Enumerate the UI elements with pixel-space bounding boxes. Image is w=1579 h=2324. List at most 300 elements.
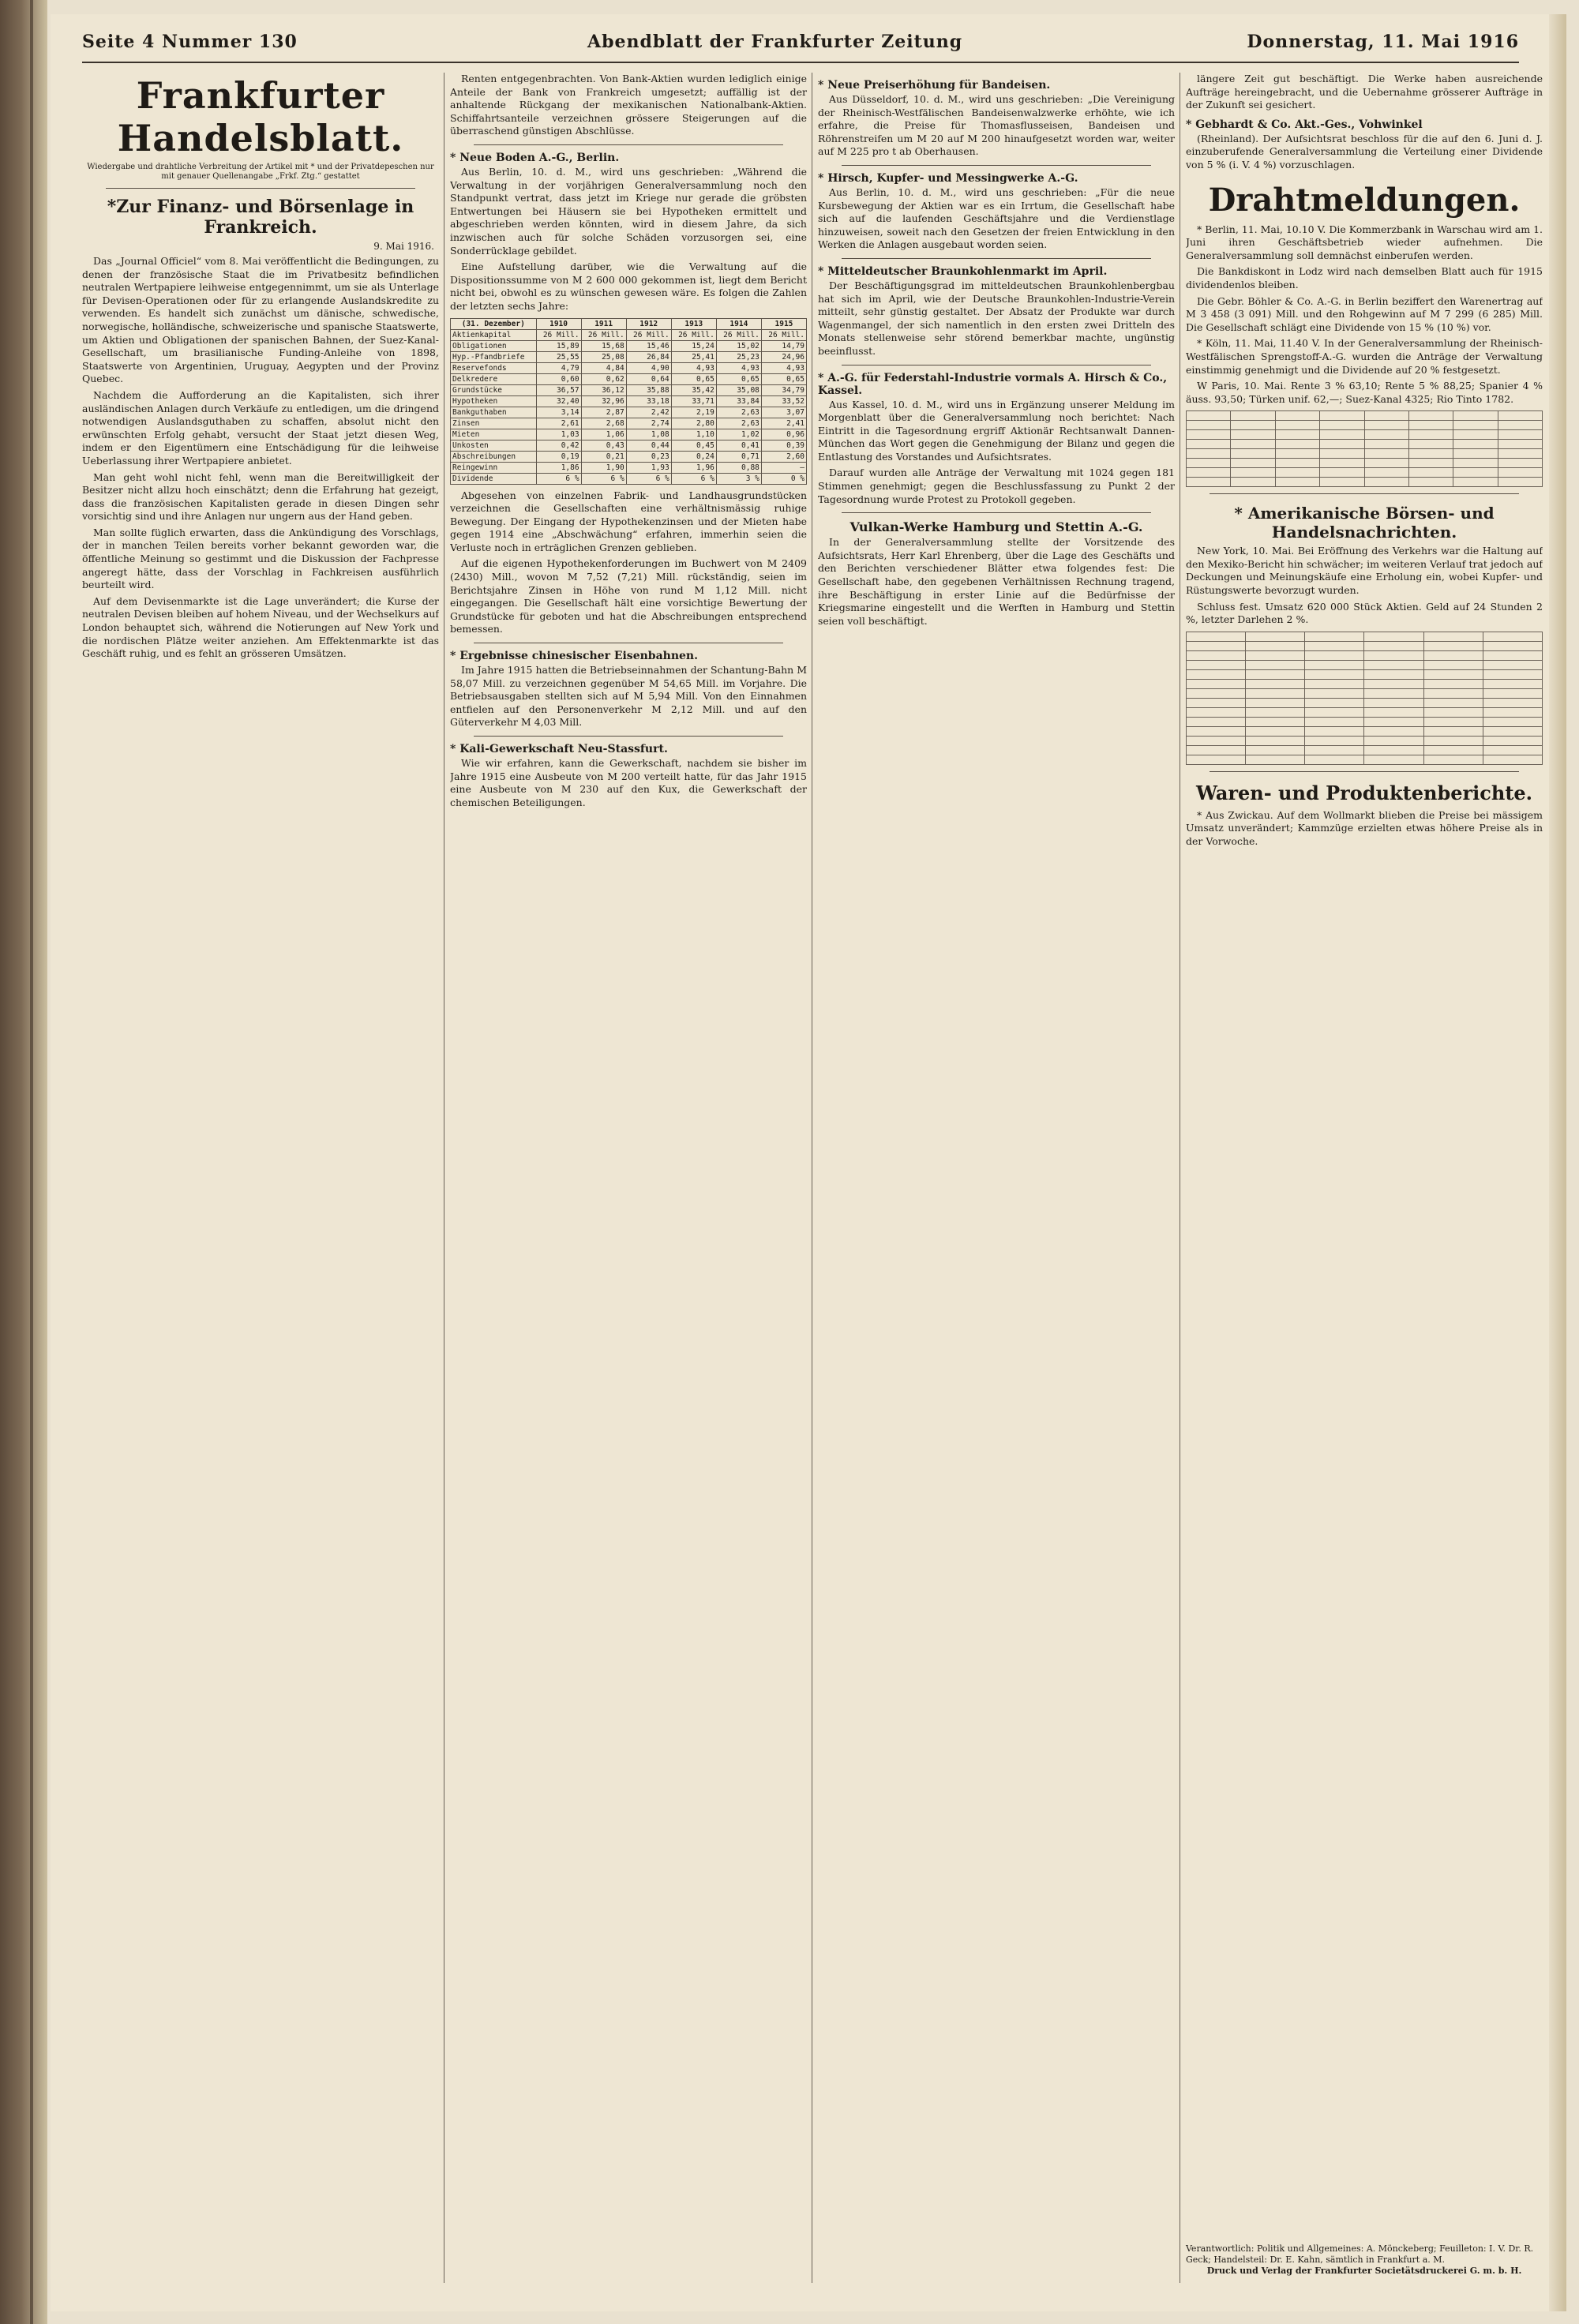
table-row bbox=[1187, 459, 1543, 468]
table-cell bbox=[1305, 717, 1364, 726]
table-cell bbox=[1408, 459, 1453, 468]
paragraph: Auf dem Devisenmarkte ist die Lage unverändert; die Kurse der neutralen Devisen bleiben auf hohem Niveau, und der Wechselkurs auf London behauptet sich, während die Notierungen auf New York und die nordischen Plätze weiter anziehen. Am Effektenmarkte ist das Geschäft ruhig, und es fehlt an grösseren Umsätzen. bbox=[82, 594, 439, 660]
imprint-line: Verantwortlich: Politik und Allgemeines: A. Mönckeberg; Feuilleton: I. V. Dr. R. Geck; Handelsteil: Dr. E. Kahn, sämtlich in Frankfurt a. M. bbox=[1186, 2243, 1534, 2265]
table-cell bbox=[1305, 726, 1364, 736]
imprint-line: Druck und Verlag der Frankfurter Societätsdruckerei G. m. b. H. bbox=[1206, 2266, 1522, 2276]
table-row-label: Abschreibungen bbox=[451, 451, 537, 462]
table-cell: 0,19 bbox=[536, 451, 581, 462]
table-row bbox=[1187, 669, 1543, 679]
table-row-label: Aktienkapital bbox=[451, 329, 537, 340]
table-cell bbox=[1320, 411, 1364, 421]
table-row bbox=[451, 462, 807, 473]
table-cell bbox=[1498, 478, 1542, 487]
section-subtitle: * Amerikanische Börsen- und Handelsnachrichten. bbox=[1234, 504, 1495, 542]
table-cell bbox=[1305, 745, 1364, 755]
column-3 bbox=[818, 73, 1175, 2283]
article-body bbox=[450, 73, 807, 138]
table-cell bbox=[1305, 641, 1364, 650]
table-row bbox=[1187, 698, 1543, 707]
table-cell: 0,24 bbox=[671, 451, 716, 462]
table-cell bbox=[1364, 745, 1423, 755]
table-cell bbox=[1423, 717, 1483, 726]
table-cell: 0,62 bbox=[581, 373, 626, 384]
paragraph: Schluss fest. Umsatz 620 000 Stück Aktien. Geld auf 24 Stunden 2 %, letzter Darlehen 2 %. bbox=[1186, 600, 1543, 626]
table-row-label: Delkredere bbox=[451, 373, 537, 384]
table-cell bbox=[1498, 440, 1542, 449]
table-cell: 2,63 bbox=[716, 407, 761, 418]
table-cell: 3,14 bbox=[536, 407, 581, 418]
table-cell bbox=[1453, 421, 1498, 430]
table-cell: 32,96 bbox=[581, 395, 626, 407]
table-cell bbox=[1423, 650, 1483, 660]
table-row-label: Reingewinn bbox=[451, 462, 537, 473]
table-row bbox=[1187, 660, 1543, 669]
table-row bbox=[1187, 688, 1543, 698]
table-cell bbox=[1187, 641, 1246, 650]
table-row bbox=[451, 362, 807, 373]
table-cell bbox=[1246, 755, 1305, 764]
table-row bbox=[451, 451, 807, 462]
table-row bbox=[451, 473, 807, 484]
table-cell bbox=[1364, 736, 1423, 745]
table-cell: 2,41 bbox=[761, 418, 806, 429]
table-cell bbox=[1275, 430, 1319, 440]
table-cell: 2,68 bbox=[581, 418, 626, 429]
table-cell: 0,88 bbox=[716, 462, 761, 473]
column-4 bbox=[1186, 73, 1543, 2283]
article-body bbox=[818, 399, 1175, 507]
table-cell bbox=[1364, 411, 1408, 421]
table-cell bbox=[1187, 736, 1246, 745]
table-row bbox=[1187, 449, 1543, 459]
paragraph: Aus Düsseldorf, 10. d. M., wird uns geschrieben: „Die Vereinigung der Rheinisch-Westfälischen Bandeisenwalzwerke erhöhte, wie ich erfahre, die Preise für Thomasflusseisen, Bandeisen und Röhrenstreifen um M 20 auf M 200 hinaufgesetzt worden war, weiter auf M 225 pro t ab Oberhausen. bbox=[818, 93, 1175, 158]
table-cell bbox=[1275, 449, 1319, 459]
table-cell: 6 % bbox=[536, 473, 581, 484]
table-cell: 15,89 bbox=[536, 340, 581, 351]
paragraph: längere Zeit gut beschäftigt. Die Werke haben ausreichende Aufträge hereingebracht, und die Uebernahme grösserer Aufträge in der Zukunft sei gesichert. bbox=[1186, 73, 1543, 111]
table-cell: 0,65 bbox=[761, 373, 806, 384]
table-cell bbox=[1423, 755, 1483, 764]
table-cell bbox=[1498, 421, 1542, 430]
article-body bbox=[818, 186, 1175, 252]
table-cell: 35,42 bbox=[671, 384, 716, 395]
table-cell bbox=[1408, 449, 1453, 459]
table-cell: 36,57 bbox=[536, 384, 581, 395]
table-cell bbox=[1187, 459, 1231, 468]
table-cell: 4,90 bbox=[626, 362, 671, 373]
table-row bbox=[451, 351, 807, 362]
article-heading: * Kali-Gewerkschaft Neu-Stassfurt. bbox=[450, 743, 668, 755]
table-cell bbox=[1320, 440, 1364, 449]
table-cell: 26 Mill. bbox=[626, 329, 671, 340]
article-body bbox=[450, 664, 807, 729]
table-cell bbox=[1483, 688, 1542, 698]
table-cell bbox=[1231, 421, 1275, 430]
table-cell bbox=[1246, 669, 1305, 679]
table-row bbox=[1187, 755, 1543, 764]
table-cell bbox=[1423, 688, 1483, 698]
table-cell: 0,23 bbox=[626, 451, 671, 462]
article-body bbox=[450, 166, 807, 313]
paragraph: Man sollte füglich erwarten, dass die Ankündigung des Vorschlags, der in manchen Teilen bereits vorher bekannt geworden war, die öffentliche Meinung so gestimmt und die Diskussion der Fachpresse angeregt hätte, dass der Vorschlag in Fachkreisen ausführlich beurteilt wird. bbox=[82, 526, 439, 591]
table-cell bbox=[1483, 755, 1542, 764]
table-cell bbox=[1187, 688, 1246, 698]
table-cell bbox=[1483, 660, 1542, 669]
paragraph: New York, 10. Mai. Bei Eröffnung des Verkehrs war die Haltung auf den Mexiko-Bericht hin schwächer; im weiteren Verlauf trat jedoch auf Deckungen und Meinungskäufe eine Erholung ein, wobei Kupfer- und Rüstungswerte bevorzugt wurden. bbox=[1186, 545, 1543, 597]
table-cell bbox=[1187, 468, 1231, 478]
table-cell bbox=[1320, 421, 1364, 430]
table-cell bbox=[1423, 669, 1483, 679]
article-heading: * Hirsch, Kupfer- und Messingwerke A.-G. bbox=[818, 171, 1078, 185]
table-row bbox=[1187, 411, 1543, 421]
table-cell bbox=[1483, 745, 1542, 755]
table-cell bbox=[1187, 669, 1246, 679]
table-cell: 25,55 bbox=[536, 351, 581, 362]
table-row bbox=[451, 429, 807, 440]
table-cell bbox=[1231, 449, 1275, 459]
table-cell bbox=[1423, 736, 1483, 745]
table-row bbox=[1187, 650, 1543, 660]
divider bbox=[1210, 771, 1519, 772]
paragraph: Wie wir erfahren, kann die Gewerkschaft, nachdem sie bisher im Jahre 1915 eine Ausbeute von M 200 verteilt hatte, für das Jahr 1915 eine Ausbeute von M 230 auf den Kux, die Gewerkschaft der chemischen Beteiligungen. bbox=[450, 757, 807, 808]
table-cell bbox=[1187, 440, 1231, 449]
table-cell bbox=[1275, 421, 1319, 430]
table-cell bbox=[1305, 660, 1364, 669]
table-row bbox=[451, 395, 807, 407]
paragraph: Im Jahre 1915 hatten die Betriebseinnahmen der Schantung-Bahn M 58,07 Mill. zu verzeichnen gegenüber M 54,65 Mill. im Vorjahre. Die Betriebsausgaben stellten sich auf M 5,94 Mill. Von den Einnahmen entfielen auf den Personenverkehr M 2,12 Mill. und auf den Güterverkehr M 4,03 Mill. bbox=[450, 664, 807, 729]
book-binding bbox=[0, 0, 47, 2324]
table-cell bbox=[1364, 641, 1423, 650]
article-body bbox=[818, 93, 1175, 159]
table-cell: 26 Mill. bbox=[671, 329, 716, 340]
table-cell bbox=[1483, 669, 1542, 679]
paragraph: Die Gebr. Böhler & Co. A.-G. in Berlin beziffert den Warenertrag auf M 3 458 (3 091) Mill. und den Rohgewinn auf M 7 299 (6 285) Mill. Die Gesellschaft schlägt eine Dividende von 15 % (10 %) vor. bbox=[1186, 294, 1543, 333]
table-cell bbox=[1187, 421, 1231, 430]
market-quotes-table bbox=[1186, 410, 1543, 487]
table-cell bbox=[1246, 679, 1305, 688]
table-year-header: 1915 bbox=[761, 318, 806, 329]
table-cell bbox=[1364, 679, 1423, 688]
column-2 bbox=[450, 73, 807, 2283]
table-cell: 1,10 bbox=[671, 429, 716, 440]
table-row-label: Hyp.-Pfandbriefe bbox=[451, 351, 537, 362]
table-cell bbox=[1408, 478, 1453, 487]
table-cell bbox=[1320, 468, 1364, 478]
table-cell: 34,79 bbox=[761, 384, 806, 395]
table-row-label: Reservefonds bbox=[451, 362, 537, 373]
table-cell: — bbox=[761, 462, 806, 473]
table-cell bbox=[1364, 726, 1423, 736]
table-cell: 25,41 bbox=[671, 351, 716, 362]
table-cell: 4,93 bbox=[671, 362, 716, 373]
table-row-label: Bankguthaben bbox=[451, 407, 537, 418]
table-cell bbox=[1246, 745, 1305, 755]
table-cell bbox=[1408, 421, 1453, 430]
table-cell bbox=[1364, 459, 1408, 468]
table-cell bbox=[1483, 698, 1542, 707]
table-cell bbox=[1364, 421, 1408, 430]
table-cell: 0,65 bbox=[716, 373, 761, 384]
page-edge bbox=[1549, 14, 1566, 2311]
table-cell: 36,12 bbox=[581, 384, 626, 395]
table-row bbox=[451, 407, 807, 418]
table-cell bbox=[1305, 679, 1364, 688]
table-cell bbox=[1483, 726, 1542, 736]
table-row bbox=[1187, 745, 1543, 755]
table-cell bbox=[1364, 755, 1423, 764]
table-row bbox=[1187, 679, 1543, 688]
table-cell bbox=[1423, 660, 1483, 669]
table-cell bbox=[1408, 468, 1453, 478]
table-cell: 6 % bbox=[581, 473, 626, 484]
table-cell: 0,44 bbox=[626, 440, 671, 451]
table-cell bbox=[1305, 755, 1364, 764]
table-cell bbox=[1364, 698, 1423, 707]
table-row bbox=[1187, 707, 1543, 717]
newspaper-page bbox=[51, 14, 1566, 2311]
stock-quotes-table bbox=[1186, 632, 1543, 765]
article-heading: * A.-G. für Federstahl-Industrie vormals A. Hirsch & Co., Kassel. bbox=[818, 371, 1168, 397]
table-row bbox=[1187, 478, 1543, 487]
table-cell bbox=[1320, 459, 1364, 468]
article-dateline: 9. Mai 1916. bbox=[373, 241, 434, 252]
divider bbox=[474, 144, 783, 145]
table-row bbox=[1187, 468, 1543, 478]
table-cell bbox=[1483, 707, 1542, 717]
table-cell: 25,23 bbox=[716, 351, 761, 362]
table-cell: 3,07 bbox=[761, 407, 806, 418]
table-cell: 1,06 bbox=[581, 429, 626, 440]
article-heading: Vulkan-Werke Hamburg und Stettin A.-G. bbox=[850, 519, 1143, 535]
paragraph: * Köln, 11. Mai, 11.40 V. In der Generalversammlung der Rheinisch-Westfälischen Sprengstoff-A.-G. wurden die Anträge der Verwaltung einstimmig genehmigt und die Dividende auf 20 % festgesetzt. bbox=[1186, 337, 1543, 376]
paragraph: Aus Berlin, 10. d. M., wird uns geschrieben: „Für die neue Kursbewegung der Aktien war es ein Irrtum, die Gesellschaft habe sich auf die laufenden Geschäftsjahre und die Verdienstlage hinzuweisen, soweit nach den Gesetzen der freien Entwicklung in den Werken die Anlagen ausgebaut worden seien. bbox=[818, 186, 1175, 251]
table-row bbox=[1187, 726, 1543, 736]
table-cell bbox=[1305, 650, 1364, 660]
table-cell bbox=[1275, 411, 1319, 421]
table-cell bbox=[1305, 688, 1364, 698]
table-year-header: 1910 bbox=[536, 318, 581, 329]
table-row bbox=[451, 418, 807, 429]
table-row bbox=[1187, 421, 1543, 430]
header-paper-title: Abendblatt der Frankfurter Zeitung bbox=[587, 32, 963, 52]
table-cell bbox=[1246, 688, 1305, 698]
table-cell bbox=[1453, 430, 1498, 440]
table-cell: 33,52 bbox=[761, 395, 806, 407]
table-row-label: Obligationen bbox=[451, 340, 537, 351]
table-cell bbox=[1275, 478, 1319, 487]
table-cell: 0,39 bbox=[761, 440, 806, 451]
table-row bbox=[1187, 641, 1543, 650]
section-title: Drahtmeldungen. bbox=[1208, 181, 1521, 219]
table-cell: 4,93 bbox=[716, 362, 761, 373]
table-cell bbox=[1364, 688, 1423, 698]
article-body bbox=[1186, 133, 1543, 172]
paragraph: Eine Aufstellung darüber, wie die Verwaltung auf die Dispositionssumme von M 2 600 000 gekommen ist, liegt dem Bericht nicht bei, obwohl es zu wünschen gewesen wäre. Es folgen die Zahlen der letzten sechs Jahre: bbox=[450, 261, 807, 312]
article-body bbox=[1186, 545, 1543, 627]
table-cell: 26 Mill. bbox=[716, 329, 761, 340]
table-cell bbox=[1305, 632, 1364, 641]
paragraph: Abgesehen von einzelnen Fabrik- und Landhausgrundstücken verzeichnen die Gesellschaften eine verhältnismässig ruhige Bewegung. Der Eingang der Hypothekenzinsen und der Mieten habe gegen 1914 eine „Abschwächung“ erfahren, immerhin seien die Verluste noch in erträglichen Grenzen geblieben. bbox=[450, 489, 807, 553]
table-cell: 2,80 bbox=[671, 418, 716, 429]
table-cell: 1,03 bbox=[536, 429, 581, 440]
table-row bbox=[1187, 430, 1543, 440]
table-cell: 0,43 bbox=[581, 440, 626, 451]
table-cell: 2,42 bbox=[626, 407, 671, 418]
table-cell bbox=[1483, 641, 1542, 650]
paragraph: Das „Journal Officiel“ vom 8. Mai veröffentlicht die Bedingungen, zu denen der französische Staat die im Privatbesitz befindlichen neutralen Wertpapiere leihweise entgegennimmt, um sie als Unterlage für Devisen-Operationen oder für zu erlangende Auslandskredite zu verwenden. Es handelt sich zunächst um dänische, schwedische, norwegische, holländische, schweizerische und spanische Staatswerte, um Aktien und Obligationen der spanischen Bahnen, der Suez-Kanal-Gesellschaft, um brasilianische Funding-Anleihe von 1898, Staatswerte von Argentinien, Uruguay, Aegypten und der Provinz Quebec. bbox=[82, 255, 439, 385]
table-cell bbox=[1483, 679, 1542, 688]
table-cell bbox=[1187, 632, 1246, 641]
divider bbox=[474, 736, 783, 737]
article-body bbox=[82, 255, 439, 661]
paragraph: (Rheinland). Der Aufsichtsrat beschloss für die auf den 6. Juni d. J. einzuberufende Generalversammlung die Verteilung einer Dividende von 5 % (i. V. 4 %) vorzuschlagen. bbox=[1186, 132, 1543, 171]
table-cell: 0 % bbox=[761, 473, 806, 484]
table-cell bbox=[1453, 468, 1498, 478]
table-row bbox=[1187, 632, 1543, 641]
table-cell: 1,08 bbox=[626, 429, 671, 440]
table-cell: 1,90 bbox=[581, 462, 626, 473]
table-cell: 0,41 bbox=[716, 440, 761, 451]
table-cell bbox=[1305, 736, 1364, 745]
table-cell: 33,71 bbox=[671, 395, 716, 407]
table-cell bbox=[1453, 411, 1498, 421]
table-cell bbox=[1498, 459, 1542, 468]
table-row-label: Zinsen bbox=[451, 418, 537, 429]
divider bbox=[106, 188, 415, 189]
table-year-header: 1911 bbox=[581, 318, 626, 329]
table-cell bbox=[1364, 440, 1408, 449]
table-cell bbox=[1187, 650, 1246, 660]
paragraph: Auf die eigenen Hypothekenforderungen im Buchwert von M 2409 (2430) Mill., wovon M 7,52 (7,21) Mill. rückständig, seien im Berichtsjahre Zinsen in Höhe von rund M 1,12 Mill. nicht eingegangen. Die Gesellschaft hält eine vorsichtige Bewertung der Grundstücke für geboten und hat die Abschreibungen entsprechend bemessen. bbox=[450, 557, 807, 635]
table-cell bbox=[1423, 745, 1483, 755]
table-cell bbox=[1246, 707, 1305, 717]
table-cell: 14,79 bbox=[761, 340, 806, 351]
table-cell: 2,60 bbox=[761, 451, 806, 462]
table-cell: 2,61 bbox=[536, 418, 581, 429]
table-cell bbox=[1187, 698, 1246, 707]
table-cell: 15,02 bbox=[716, 340, 761, 351]
paragraph: Darauf wurden alle Anträge der Verwaltung mit 1024 gegen 181 Stimmen genehmigt; gegen die Beschlussfassung zu Punkt 2 der Tagesordnung wurde Protest zu Protokoll gegeben. bbox=[818, 467, 1175, 505]
paragraph: W Paris, 10. Mai. Rente 3 % 63,10; Rente 5 % 88,25; Spanier 4 % äuss. 93,50; Türken unif. 62,—; Suez-Kanal 4325; Rio Tinto 1782. bbox=[1186, 380, 1543, 405]
table-cell bbox=[1231, 468, 1275, 478]
table-cell bbox=[1320, 449, 1364, 459]
paragraph: * Berlin, 11. Mai, 10.10 V. Die Kommerzbank in Warschau wird am 1. Juni ihren Geschäftsbetrieb wieder aufnehmen. Die Generalversammlung soll demnächst einberufen werden. bbox=[1186, 223, 1543, 261]
table-row bbox=[451, 384, 807, 395]
binding-stripe bbox=[30, 0, 33, 2324]
table-cell: 1,86 bbox=[536, 462, 581, 473]
table-cell bbox=[1246, 650, 1305, 660]
article-body bbox=[450, 489, 807, 637]
table-caption: (31. Dezember) bbox=[451, 318, 537, 329]
table-cell: 1,93 bbox=[626, 462, 671, 473]
table-cell: 6 % bbox=[626, 473, 671, 484]
article-body bbox=[818, 536, 1175, 628]
header-date: Donnerstag, 11. Mai 1916 bbox=[1247, 32, 1519, 52]
table-cell bbox=[1408, 430, 1453, 440]
article-headline: *Zur Finanz- und Börsenlage in Frankreich. bbox=[107, 197, 414, 238]
table-cell: 26 Mill. bbox=[761, 329, 806, 340]
table-row bbox=[1187, 736, 1543, 745]
paragraph: Die Bankdiskont in Lodz wird nach demselben Blatt auch für 1915 dividendenlos bleiben. bbox=[1186, 265, 1543, 290]
table-cell bbox=[1305, 669, 1364, 679]
table-cell bbox=[1187, 411, 1231, 421]
table-cell bbox=[1305, 698, 1364, 707]
table-cell: 2,87 bbox=[581, 407, 626, 418]
table-cell bbox=[1275, 468, 1319, 478]
table-cell: 26,84 bbox=[626, 351, 671, 362]
table-cell bbox=[1408, 440, 1453, 449]
table-cell: 15,46 bbox=[626, 340, 671, 351]
table-cell bbox=[1453, 449, 1498, 459]
table-cell bbox=[1364, 478, 1408, 487]
table-cell: 1,96 bbox=[671, 462, 716, 473]
table-cell: 26 Mill. bbox=[581, 329, 626, 340]
table-cell bbox=[1364, 632, 1423, 641]
table-cell bbox=[1423, 698, 1483, 707]
table-cell: 2,63 bbox=[716, 418, 761, 429]
table-cell: 35,08 bbox=[716, 384, 761, 395]
table-cell bbox=[1483, 632, 1542, 641]
table-cell: 0,71 bbox=[716, 451, 761, 462]
table-cell bbox=[1275, 459, 1319, 468]
table-row-label: Hypotheken bbox=[451, 395, 537, 407]
table-cell bbox=[1275, 440, 1319, 449]
table-cell bbox=[1483, 736, 1542, 745]
table-cell bbox=[1423, 679, 1483, 688]
table-cell: 26 Mill. bbox=[536, 329, 581, 340]
paragraph: In der Generalversammlung stellte der Vorsitzende des Aufsichtsrats, Herr Karl Ehrenberg, über die Lage des Geschäfts und den Berichten verschiedener Blätter etwa folgendes fest: Die Gesellschaft habe, den gegebenen Verhältnissen Rechnung tragend, ihre Beschäftigung in erster Linie auf die Bedürfnisse der Kriegsmarine eingestellt und die Werften in Hamburg und Stettin seien voll beschäftigt. bbox=[818, 536, 1175, 627]
table-cell bbox=[1364, 669, 1423, 679]
table-cell: 33,84 bbox=[716, 395, 761, 407]
table-cell: 4,79 bbox=[536, 362, 581, 373]
table-cell bbox=[1364, 449, 1408, 459]
table-cell bbox=[1187, 478, 1231, 487]
table-cell bbox=[1231, 478, 1275, 487]
paragraph: Man geht wohl nicht fehl, wenn man die Bereitwilligkeit der Besitzer nicht allzu hoch einschätzt; denn die Erfahrung hat gezeigt, dass die französischen Kapitalisten gerade in diesen Dingen sehr vorsichtig sind und ihre Anlagen nur ungern aus der Hand geben. bbox=[82, 470, 439, 523]
table-row-label: Dividende bbox=[451, 473, 537, 484]
imprint-footer bbox=[1186, 2243, 1543, 2277]
table-cell bbox=[1364, 650, 1423, 660]
table-row bbox=[451, 373, 807, 384]
table-cell bbox=[1231, 459, 1275, 468]
article-heading: * Ergebnisse chinesischer Eisenbahnen. bbox=[450, 650, 698, 663]
paragraph: * Aus Zwickau. Auf dem Wollmarkt blieben die Preise bei mässigem Umsatz unverändert; Kammzüge erzielten etwas höhere Preise als in der Vorwoche. bbox=[1186, 808, 1543, 848]
article-body bbox=[818, 279, 1175, 358]
table-cell: 1,02 bbox=[716, 429, 761, 440]
table-cell bbox=[1423, 707, 1483, 717]
paragraph: Nachdem die Aufforderung an die Kapitalisten, sich ihrer ausländischen Anlagen durch Verkäufe zu entledigen, um die dringend notwendigen Auslandsguthaben zu schaffen, absolut nicht den erwünschten Erfolg gehabt, versucht der Staat jetzt diesen Weg, indem er den Eigentümern eine Entschädigung für die leihweise Ueberlassung ihrer Wertpapiere anbietet. bbox=[82, 388, 439, 467]
table-cell bbox=[1423, 641, 1483, 650]
table-cell: 33,18 bbox=[626, 395, 671, 407]
table-year-header: 1913 bbox=[671, 318, 716, 329]
table-cell bbox=[1246, 698, 1305, 707]
table-cell bbox=[1364, 430, 1408, 440]
table-cell bbox=[1231, 430, 1275, 440]
table-cell bbox=[1246, 632, 1305, 641]
table-cell bbox=[1187, 449, 1231, 459]
table-cell bbox=[1246, 660, 1305, 669]
table-cell bbox=[1498, 468, 1542, 478]
table-cell: 0,21 bbox=[581, 451, 626, 462]
table-cell: 25,08 bbox=[581, 351, 626, 362]
table-cell bbox=[1187, 707, 1246, 717]
table-cell bbox=[1364, 468, 1408, 478]
article-heading: * Gebhardt & Co. Akt.-Ges., Vohwinkel bbox=[1186, 118, 1423, 131]
article-body bbox=[1186, 223, 1543, 407]
table-cell bbox=[1320, 478, 1364, 487]
table-row-label: Grundstücke bbox=[451, 384, 537, 395]
article-body bbox=[1186, 809, 1543, 849]
